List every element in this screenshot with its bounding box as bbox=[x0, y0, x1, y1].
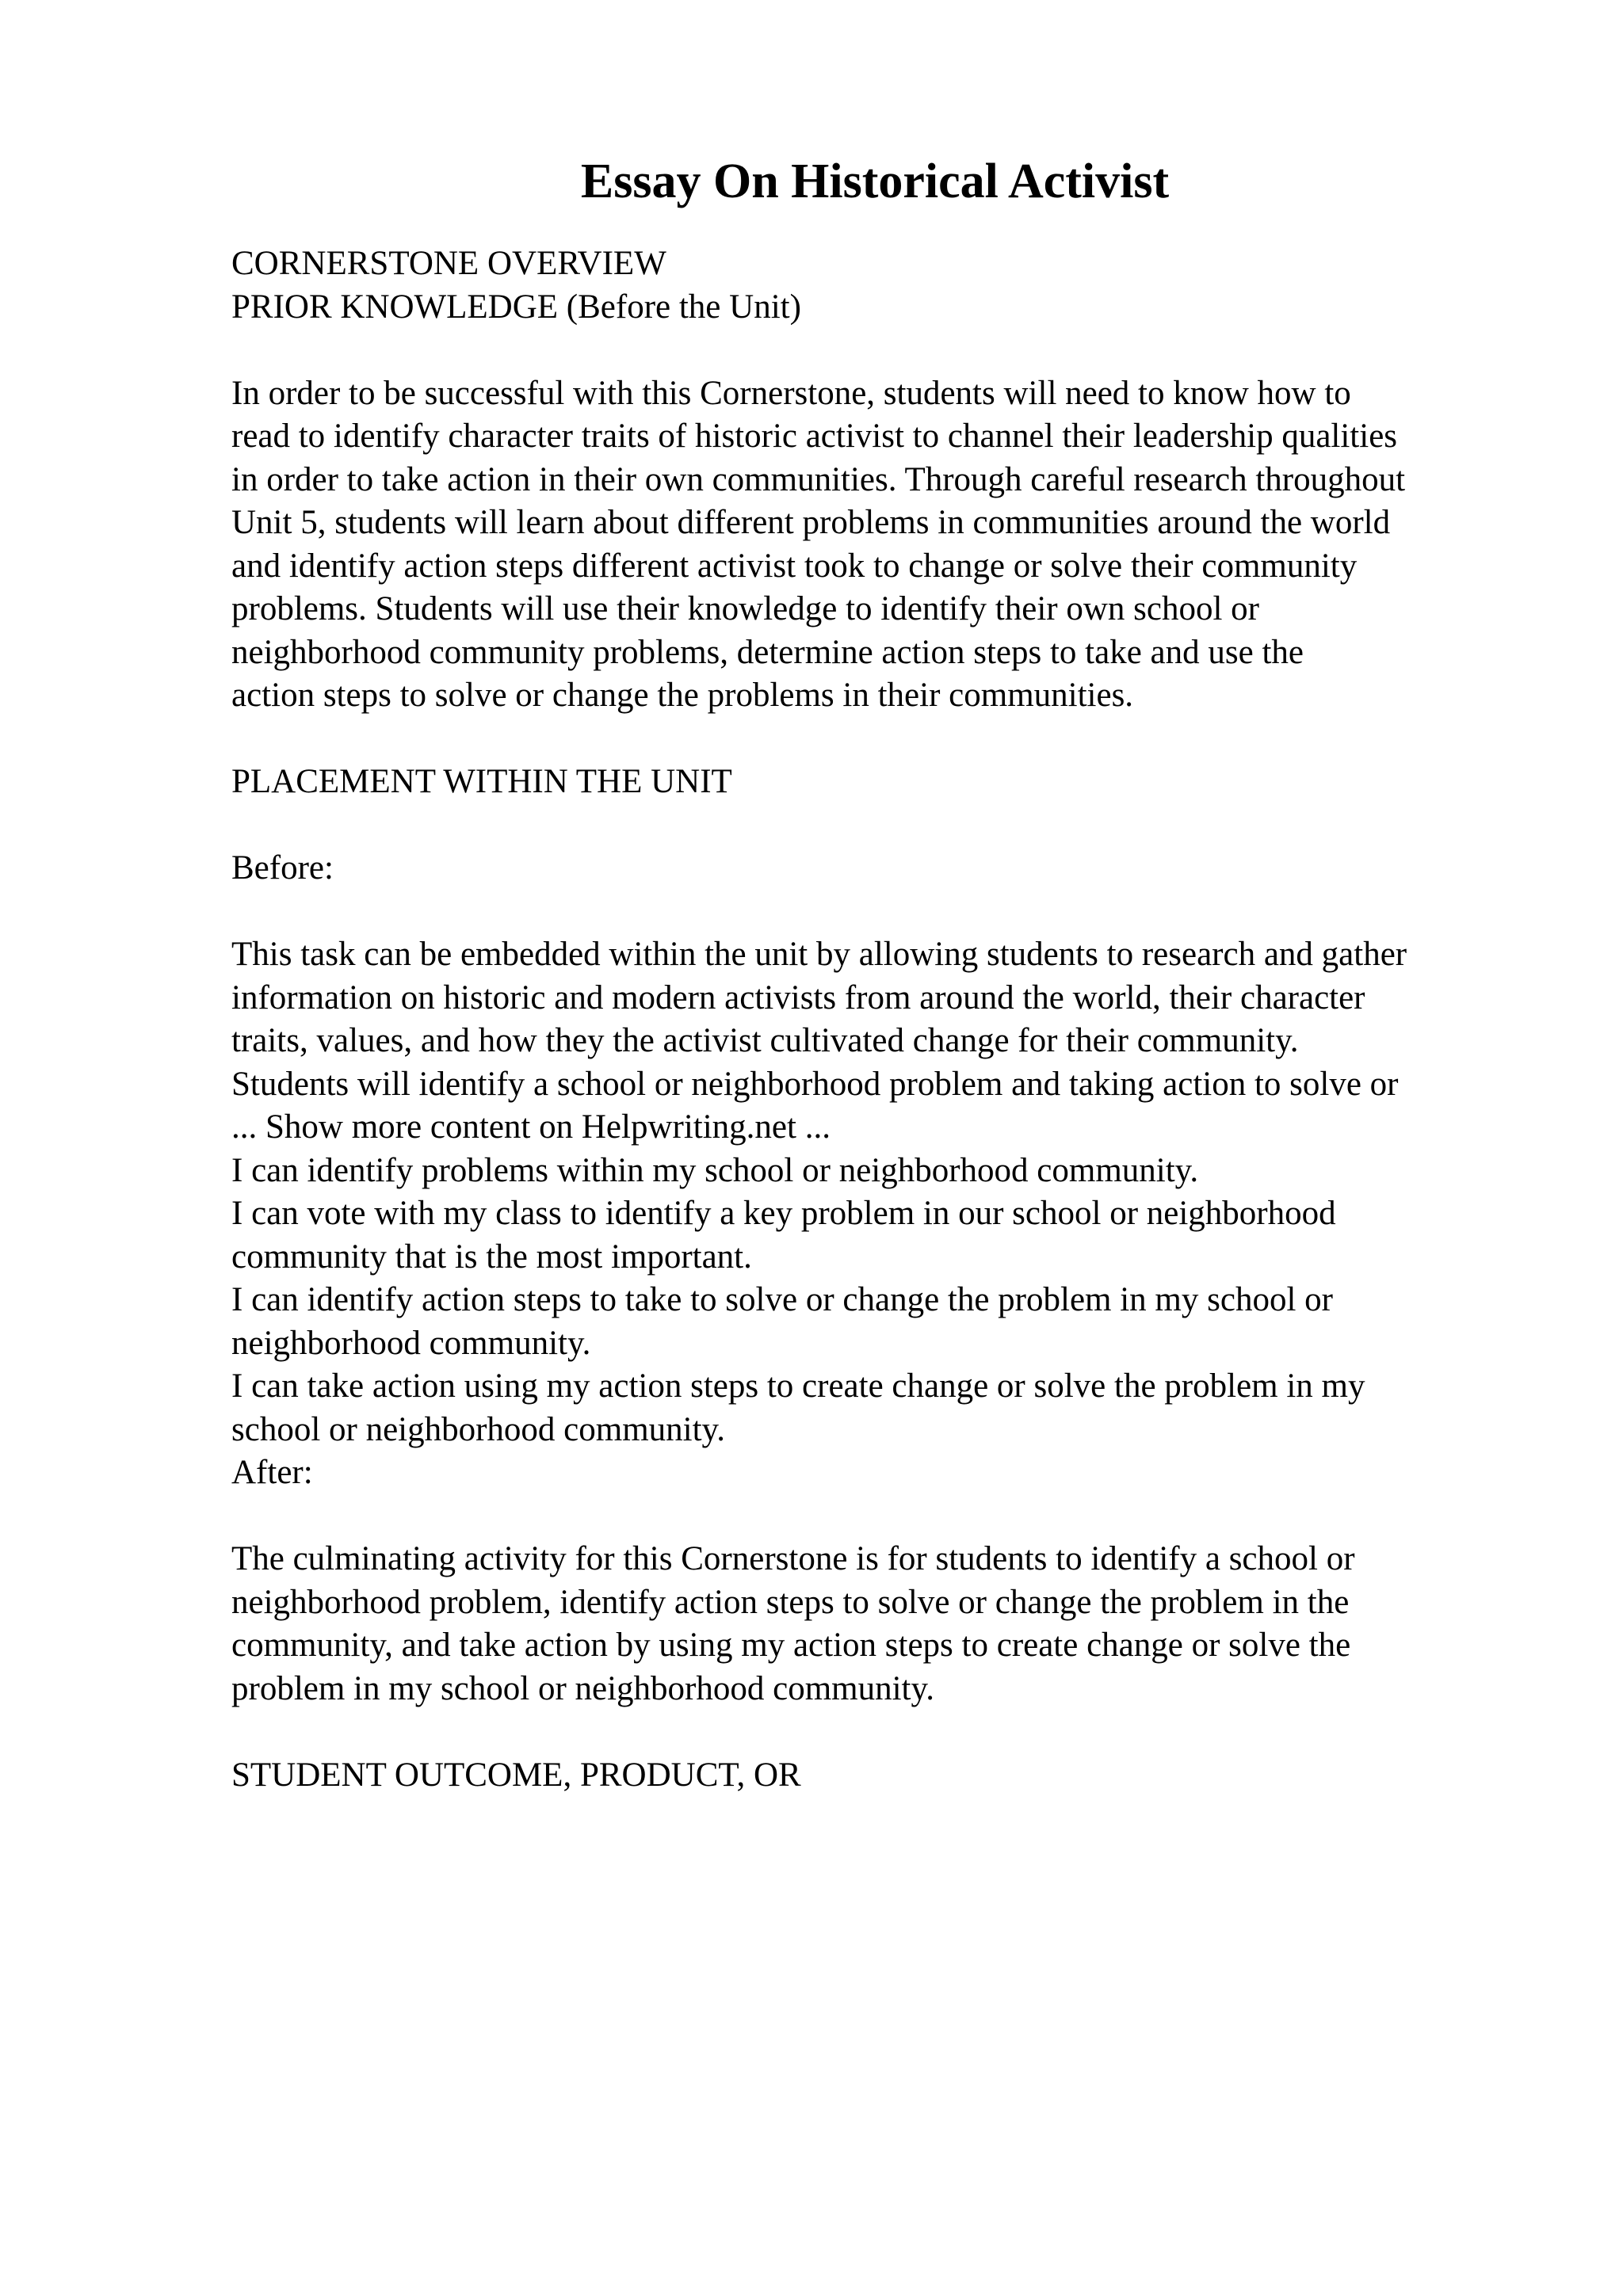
after-paragraph bbox=[231, 1538, 1594, 1711]
paragraph-line: I can vote with my class to identify a key problem in our school or neighborhood bbox=[231, 1195, 1336, 1232]
document-title: Essay On Historical Activist bbox=[580, 154, 1170, 208]
paragraph-gap bbox=[231, 1711, 1594, 1754]
overview-heading: CORNERSTONE OVERVIEW bbox=[231, 245, 666, 282]
paragraph-line: community that is the most important. bbox=[231, 1238, 752, 1276]
paragraph-line: information on historic and modern activists from around the world, their character bbox=[231, 978, 1365, 1016]
before-paragraph bbox=[231, 933, 1594, 1495]
prior-knowledge-heading: PRIOR KNOWLEDGE (Before the Unit) bbox=[231, 288, 801, 326]
before-label: Before: bbox=[231, 849, 334, 887]
paragraph-gap bbox=[231, 718, 1594, 761]
outcome-heading: STUDENT OUTCOME, PRODUCT, OR bbox=[231, 1756, 801, 1794]
paragraph-line: neighborhood community. bbox=[231, 1324, 591, 1362]
paragraph-line: in order to take action in their own communities. Through careful research throughout bbox=[231, 460, 1406, 498]
paragraph-gap bbox=[231, 804, 1594, 848]
paragraph-line: neighborhood problem, identify action steps to solve or change the problem in the bbox=[231, 1583, 1350, 1621]
paragraph-gap bbox=[231, 891, 1594, 934]
paragraph-line: neighborhood community problems, determine action steps to take and use the bbox=[231, 633, 1304, 671]
document-body bbox=[231, 242, 1594, 1797]
show-more-line: ... Show more content on Helpwriting.net ... bbox=[231, 1108, 831, 1146]
paragraph-line: In order to be successful with this Cornerstone, students will need to know how to bbox=[231, 374, 1351, 412]
paragraph-line: problems. Students will use their knowledge to identify their own school or bbox=[231, 590, 1259, 627]
paragraph-line: I can take action using my action steps to create change or solve the problem in my bbox=[231, 1367, 1365, 1405]
placement-heading: PLACEMENT WITHIN THE UNIT bbox=[231, 763, 732, 800]
paragraph-line: problem in my school or neighborhood community. bbox=[231, 1669, 934, 1707]
paragraph-gap bbox=[231, 329, 1594, 372]
paragraph-line: This task can be embedded within the unit by allowing students to research and gather bbox=[231, 936, 1407, 973]
paragraph-line: Students will identify a school or neighborhood problem and taking action to solve or bbox=[231, 1065, 1399, 1103]
paragraph-line: I can identify action steps to take to solve or change the problem in my school or bbox=[231, 1281, 1333, 1318]
paragraph-line: traits, values, and how they the activist cultivated change for their community. bbox=[231, 1022, 1299, 1059]
paragraph-line: and identify action steps different activist took to change or solve their community bbox=[231, 547, 1358, 585]
prior-knowledge-paragraph bbox=[231, 372, 1594, 718]
paragraph-line: read to identify character traits of historic activist to channel their leadership qualities bbox=[231, 418, 1398, 455]
paragraph-line: Unit 5, students will learn about different problems in communities around the world bbox=[231, 504, 1391, 541]
paragraph-gap bbox=[231, 1495, 1594, 1539]
paragraph-line: The culminating activity for this Cornerstone is for students to identify a school or bbox=[231, 1540, 1355, 1577]
paragraph-line: community, and take action by using my action steps to create change or solve the bbox=[231, 1627, 1351, 1664]
paragraph-line: school or neighborhood community. bbox=[231, 1410, 726, 1448]
paragraph-line: I can identify problems within my school or neighborhood community. bbox=[231, 1151, 1199, 1189]
paragraph-line: action steps to solve or change the problems in their communities. bbox=[231, 677, 1134, 714]
after-label: After: bbox=[231, 1454, 313, 1491]
